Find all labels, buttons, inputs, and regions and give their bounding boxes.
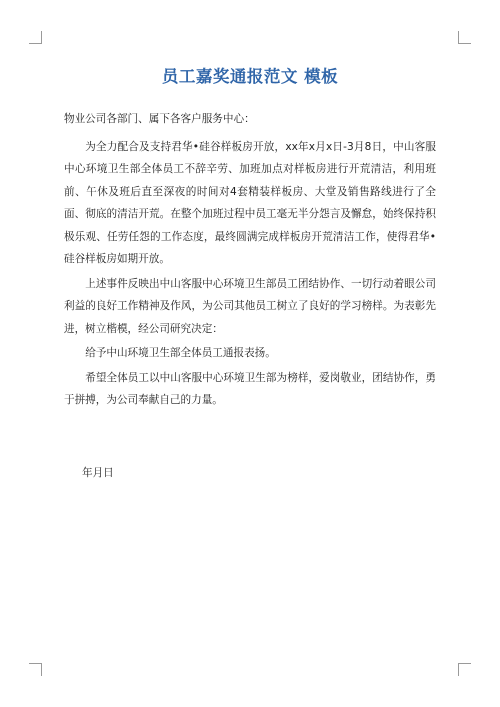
document-body [64,108,436,484]
salutation: 物业公司各部门、属下各客户服务中心： [64,113,255,125]
crop-mark-bottom-left [29,663,42,676]
paragraph-reflection: 上述事件反映出中山客服中心环境卫生部员工团结协作、一切行动着眼公司利益的良好工作精神及作风，为公司其他员工树立了良好的学习榜样。为表彰先进，树立楷模，经公司研究决定： [64,277,436,335]
paragraph-commendation: 给予中山环境卫生部全体员工通报表扬。 [85,347,276,359]
crop-mark-top-right [458,31,471,44]
paragraph-event: 为全力配合及支持君华•硅谷样板房开放，xx年x月x日-3月8日，中山客服中心环境卫生部全体员工不辞辛劳、加班加点对样板房进行开荒清洁，利用班前、午休及班后直至深夜的时间对4套精装样板房、大堂及销售路线进行了全面、彻底的清洁开荒。在整个加班过程中员工毫无半分怨言及懈怠，始终保持积极乐观、任劳任怨的工作态度，最终圆满完成样板房开荒清洁工作，使得君华•硅谷样板房如期开放。 [64,140,436,265]
crop-mark-bottom-right [458,663,471,676]
date-line: 年月日 [82,466,114,479]
crop-mark-top-left [29,31,42,44]
paragraph-hope: 希望全体员工以中山客服中心环境卫生部为榜样，爱岗敬业，团结协作，勇于拼搏，为公司奉献自己的力量。 [64,371,436,406]
document-title: 员工嘉奖通报范文 模板 [161,67,339,86]
